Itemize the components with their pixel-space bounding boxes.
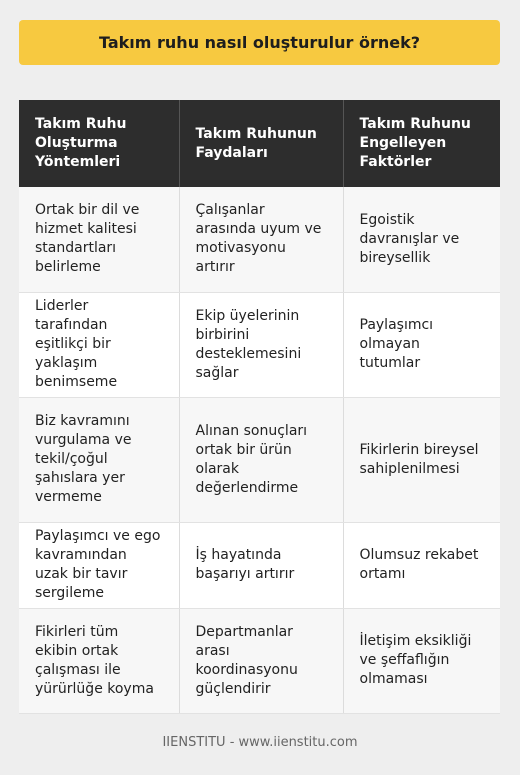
table-cell: Alınan sonuçları ortak bir ürün olarak değerlendirme	[179, 397, 343, 522]
table-row	[19, 292, 500, 397]
table-cell: Ekip üyelerinin birbirini desteklemesini sağlar	[179, 292, 343, 397]
table-cell: İletişim eksikliği ve şeffaflığın olmaması	[343, 608, 500, 713]
column-header: Takım Ruhu Oluşturma Yöntemleri	[19, 100, 179, 187]
table-cell: Biz kavramını vurgulama ve tekil/çoğul şahıslara yer vermeme	[19, 397, 179, 522]
table-cell: Fikirleri tüm ekibin ortak çalışması ile yürürlüğe koyma	[19, 608, 179, 713]
comparison-table	[19, 100, 500, 714]
table-cell: Paylaşımcı olmayan tutumlar	[343, 292, 500, 397]
table-cell: Ortak bir dil ve hizmet kalitesi standartları belirleme	[19, 187, 179, 292]
page-title: Takım ruhu nasıl oluşturulur örnek?	[99, 33, 420, 52]
table-row	[19, 522, 500, 608]
table-cell: Çalışanlar arasında uyum ve motivasyonu artırır	[179, 187, 343, 292]
table-cell: Paylaşımcı ve ego kavramından uzak bir tavır sergileme	[19, 522, 179, 608]
table-cell: Olumsuz rekabet ortamı	[343, 522, 500, 608]
column-header: Takım Ruhunun Faydaları	[179, 100, 343, 187]
table-cell: Departmanlar arası koordinasyonu güçlendirir	[179, 608, 343, 713]
table-cell: İş hayatında başarıyı artırır	[179, 522, 343, 608]
table-cell: Liderler tarafından eşitlikçi bir yaklaşım benimseme	[19, 292, 179, 397]
table-row	[19, 187, 500, 292]
table-row	[19, 608, 500, 713]
title-banner	[19, 20, 500, 65]
table-cell: Fikirlerin bireysel sahiplenilmesi	[343, 397, 500, 522]
column-header: Takım Ruhunu Engelleyen Faktörler	[343, 100, 500, 187]
footer-credit: IIENSTITU - www.iienstitu.com	[162, 735, 358, 750]
table-cell: Egoistik davranışlar ve bireysellik	[343, 187, 500, 292]
table-row	[19, 397, 500, 522]
table-header-row	[19, 100, 500, 187]
